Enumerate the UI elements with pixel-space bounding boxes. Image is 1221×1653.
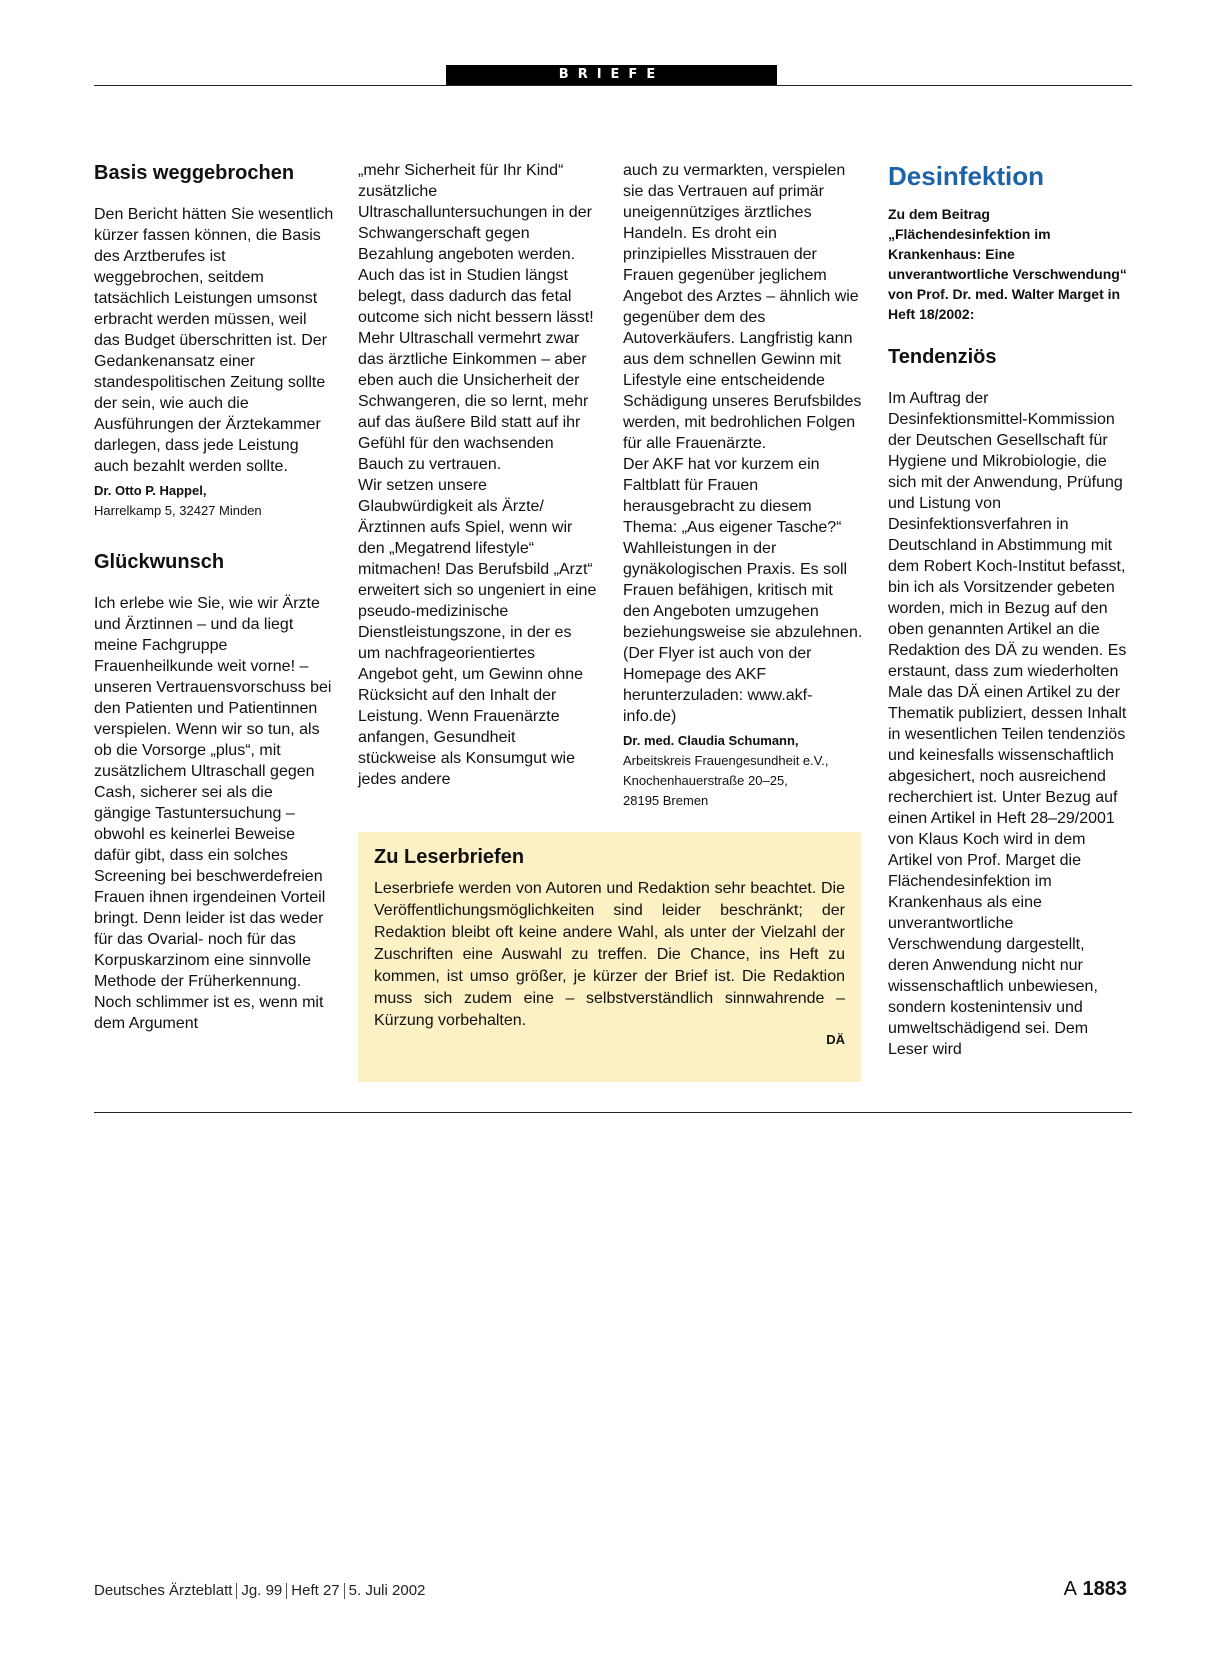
letter-address: Harrelkamp 5, 32427 Minden [94,503,262,518]
letter-author: Dr. Otto P. Happel, [94,483,207,498]
letter-title: Glückwunsch [94,551,225,573]
footer-separator [286,1583,287,1599]
footer-separator [344,1583,345,1599]
letter-body: Ich erlebe wie Sie, wie wir Ärzte und Ärztinnen – und da liegt meine Fachgruppe Frauenheilkunde weit vorne! – unseren Vertrauensvorschuss bei den Patienten und Patientinnen verspielen. Wenn wir so tun, als ob die Vorsorge „plus“, mit zusätzlichem Ultraschall gegen Cash, sicherer sei als die gängige Tastuntersuchung – obwohl es keinerlei Beweise dafür gibt, dass ein solches Screening bei beschwerdefreien Frauen ihnen irgendeinen Vorteil bringt. Denn leider ist das weder für das Ovarial- noch für das Korpuskarzinom eine sinnvolle Methode der Früherkennung. Noch schlimmer ist es, wenn mit dem Argument [94,595,332,1032]
header-rule [94,85,1132,86]
letter-body: Den Bericht hätten Sie wesentlich kürzer fassen können, die Basis des Arztberufes ist weggebrochen, seitdem tatsächlich Leistungen umsonst erbracht werden müssen, weil das Budget überschritten ist. Der Gedankenansatz einer standespolitischen Zeitung sollte der sein, wie auch die Ausführungen der Ärztekammer darlegen, dass jede Leistung auch bezahlt werden sollte. [94,206,334,475]
page-prefix: A [1063,1578,1077,1600]
page-number [1064,1578,1127,1601]
footer-citation [94,1582,425,1599]
footer-rule [94,1112,1132,1113]
footer-separator [236,1583,237,1599]
page-number-value: 1883 [1082,1578,1127,1600]
letter-address: Arbeitskreis Frauengesundheit e.V., Knochenhauerstraße 20–25, 28195 Bremen [623,753,829,808]
issue-date: 5. Juli 2002 [348,1582,426,1599]
section-title: Desinfektion [888,161,1045,191]
column-1 [94,160,334,1034]
note-text: Leserbriefe werden von Autoren und Redaktion sehr beachtet. Die Veröffentlichungsmöglichkeiten sind leider beschränkt; der Redaktion bleibt oft keine andere Wahl, als unter der Vielzahl der Zuschriften eine Auswahl zu treffen. Die Chance, ins Heft zu kommen, ist umso größer, je kürzer der Brief ist. Die Redaktion muss sich zudem eine – selbstverständlich sinnwahrende – Kürzung vorbehalten. [374,880,845,1029]
column-2 [358,160,598,790]
issue: Heft 27 [291,1582,340,1599]
letter-author: Dr. med. Claudia Schumann, [623,733,799,748]
article-reference: Zu dem Beitrag „Flächendesinfektion im Krankenhaus: Eine unverantwortliche Verschwendung“ von Prof. Dr. med. Walter Marget in Heft 18/2002: [888,206,1127,322]
section-header: BRIEFE [446,65,777,85]
column-4 [888,160,1128,1060]
letter-body-continued: auch zu vermarkten, verspielen sie das Vertrauen auf primär uneigennütziges ärztliches Handeln. Es droht ein prinzipielles Misstrauen der Frauen gegenüber jeglichem Angebot des Arztes – ähnlich wie gegenüber dem des Autoverkäufers. Langfristig kann aus dem schnellen Gewinn mit Lifestyle eine entscheidende Schädigung unseres Berufsbildes werden, mit bedrohlichen Folgen für alle Frauenärzte. Der AKF hat vor kurzem ein Faltblatt für Frauen herausgebracht zu diesem Thema: „Aus eigener Tasche?“ Wahlleistungen in der gynäkologischen Praxis. Es soll Frauen befähigen, kritisch mit den Angeboten umzugehen beziehungsweise sie abzulehnen. (Der Flyer ist auch von der Homepage des AKF herunterzuladen: www.akf-info.de) [623,162,863,725]
letter-title: Tendenziös [888,346,997,368]
letter-title: Basis weggebrochen [94,162,295,184]
reader-letters-note-box [358,832,861,1082]
letter-body-continued: „mehr Sicherheit für Ihr Kind“ zusätzliche Ultraschalluntersuchungen in der Schwangerschaft gegen Bezahlung angeboten werden. Auch das ist in Studien längst belegt, dass dadurch das fetal outcome sich nicht bessern lässt! Mehr Ultraschall vermehrt zwar das ärztliche Einkommen – aber eben auch die Unsicherheit der Schwangeren, die so lernt, mehr auf das äußere Bild statt auf ihr Gefühl für den wachsenden Bauch zu vertrauen. Wir setzen unsere Glaubwürdigkeit als Ärzte/Ärztinnen aufs Spiel, wenn wir den „Megatrend lifestyle“ mitmachen! Das Berufsbild „Arzt“ erweitert sich so ungeniert in eine pseudo-medizinische Dienstleistungszone, in der es um nachfrageorientiertes Angebot geht, um Gewinn ohne Rücksicht auf den Inhalt der Leistung. Wenn Frauenärzte anfangen, Gesundheit stückweise als Konsumgut wie jedes andere [358,162,597,788]
journal-name: Deutsches Ärzteblatt [94,1582,233,1599]
letter-body: Im Auftrag der Desinfektionsmittel-Kommission der Deutschen Gesellschaft für Hygiene und Mikrobiologie, die sich mit der Anwendung, Prüfung und Listung von Desinfektionsverfahren in Deutschland in Abstimmung mit dem Robert Koch-Institut befasst, bin ich als Vorsitzender gebeten worden, mich in Bezug auf den oben genannten Artikel an die Redaktion des DÄ zu wenden. Es erstaunt, dass zum wiederholten Male das DÄ einen Artikel zu der Thematik publiziert, dessen Inhalt in wesentlichen Teilen tendenziös und keinesfalls wissenschaftlich abgesichert, noch ausreichend recherchiert ist. Unter Bezug auf einen Artikel in Heft 28–29/2001 von Klaus Koch wird in dem Artikel von Prof. Marget die Flächendesinfektion im Krankenhaus als eine unverantwortliche Verschwendung dargestellt, deren Anwendung nicht nur wissenschaftlich unbewiesen, sondern kostenintensiv und umweltschädigend sei. Dem Leser wird [888,390,1127,1058]
note-signature: DÄ [826,1032,845,1047]
column-3 [623,160,863,811]
volume: Jg. 99 [241,1582,283,1599]
note-title: Zu Leserbriefen [374,846,525,868]
